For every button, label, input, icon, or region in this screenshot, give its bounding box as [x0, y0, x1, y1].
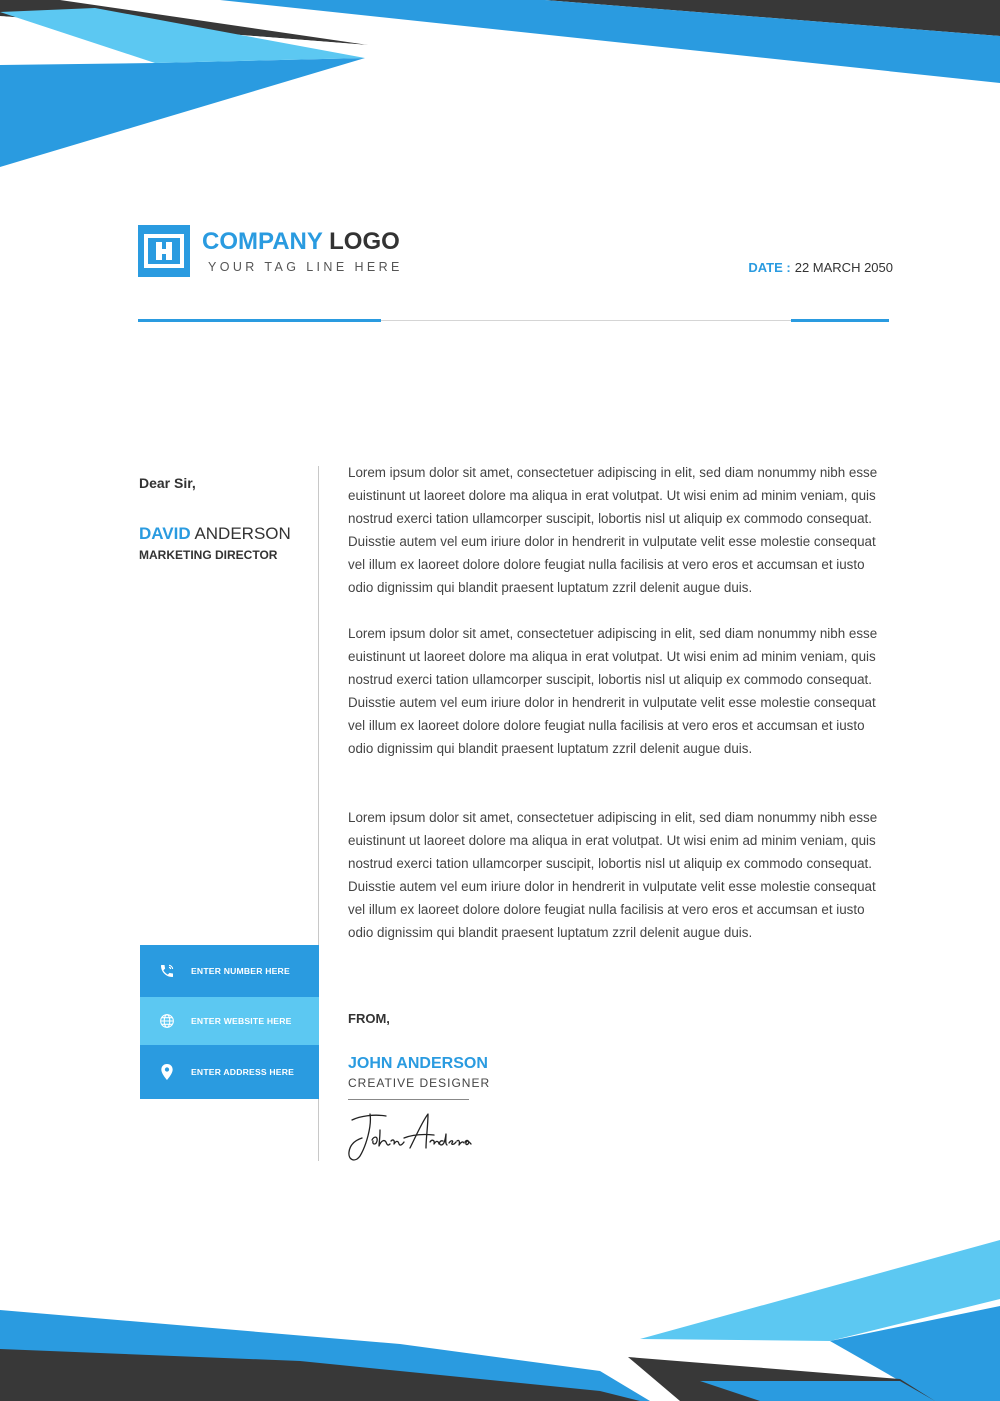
- letter-date: [748, 260, 893, 275]
- sender-title: CREATIVE DESIGNER: [348, 1076, 491, 1090]
- from-label: FROM,: [348, 1011, 390, 1026]
- recipient-title: MARKETING DIRECTOR: [139, 548, 278, 562]
- signature-line: [348, 1099, 469, 1100]
- location-pin-icon: [158, 1063, 176, 1081]
- header-rule-right: [791, 319, 889, 322]
- top-decoration: [0, 0, 1000, 170]
- company-logo-text: [202, 228, 400, 256]
- header-rule-middle: [381, 320, 791, 321]
- contact-address-text: ENTER ADDRESS HERE: [191, 1067, 295, 1077]
- contact-phone-text: ENTER NUMBER HERE: [191, 966, 290, 976]
- company-tagline: YOUR TAG LINE HERE: [208, 260, 403, 274]
- recipient-first-name: DAVID: [139, 524, 191, 543]
- bottom-decoration: [0, 1231, 1000, 1401]
- body-paragraph-1: Lorem ipsum dolor sit amet, consectetuer adipiscing in elit, sed diam nonummy nibh esse euistinunt ut laoreet dolore ma aliqua in erat volutpat. Ut wisi enim ad minim veniam, quis nostrud exerci tation ullamcorper suscipit, lobortis nisl ut aliquip ex commodo consequat. Duisstie autem vel eum iriure dolor in hendrerit in vulputate velit esse molestie consequat vel illum ex laoreet dolore dolore feugiat nulla facilisis at vero eros et accumsan et iusto odio dignissim qui blandit praesent luptatum zzril delenit augue duis.: [348, 465, 878, 595]
- header-rule-left: [138, 319, 381, 322]
- body-paragraph-2: Lorem ipsum dolor sit amet, consectetuer adipiscing in elit, sed diam nonummy nibh esse euistinunt ut laoreet dolore ma aliqua in erat volutpat. Ut wisi enim ad minim veniam, quis nostrud exerci tation ullamcorper suscipit, lobortis nisl ut aliquip ex commodo consequat. Duisstie autem vel eum iriure dolor in hendrerit in vulputate velit esse molestie consequat vel illum ex laoreet dolore dolore feugiat nulla facilisis at vero eros et accumsan et iusto odio dignissim qui blandit praesent luptatum zzril delenit augue duis.: [348, 626, 878, 756]
- handwritten-signature: [344, 1108, 474, 1166]
- recipient-last-name: ANDERSON: [194, 524, 291, 543]
- phone-icon: [158, 962, 176, 980]
- sender-name: JOHN ANDERSON: [348, 1055, 488, 1072]
- date-value: 22 MARCH 2050: [794, 260, 893, 275]
- logo-word-logo: LOGO: [329, 228, 400, 255]
- contact-address: [140, 1045, 319, 1099]
- date-label: DATE :: [748, 260, 791, 275]
- recipient-name: [139, 524, 291, 544]
- company-logo-icon: [138, 225, 190, 277]
- greeting: Dear Sir,: [139, 475, 196, 491]
- logo-word-company: COMPANY: [202, 228, 323, 255]
- contact-website-text: ENTER WEBSITE HERE: [191, 1016, 292, 1026]
- globe-icon: [158, 1012, 176, 1030]
- contact-phone: [140, 945, 319, 997]
- body-paragraph-3: Lorem ipsum dolor sit amet, consectetuer adipiscing in elit, sed diam nonummy nibh esse euistinunt ut laoreet dolore ma aliqua in erat volutpat. Ut wisi enim ad minim veniam, quis nostrud exerci tation ullamcorper suscipit, lobortis nisl ut aliquip ex commodo consequat. Duisstie autem vel eum iriure dolor in hendrerit in vulputate velit esse molestie consequat vel illum ex laoreet dolore dolore feugiat nulla facilisis at vero eros et accumsan et iusto odio dignissim qui blandit praesent luptatum zzril delenit augue duis.: [348, 810, 878, 940]
- contact-website: [140, 997, 319, 1045]
